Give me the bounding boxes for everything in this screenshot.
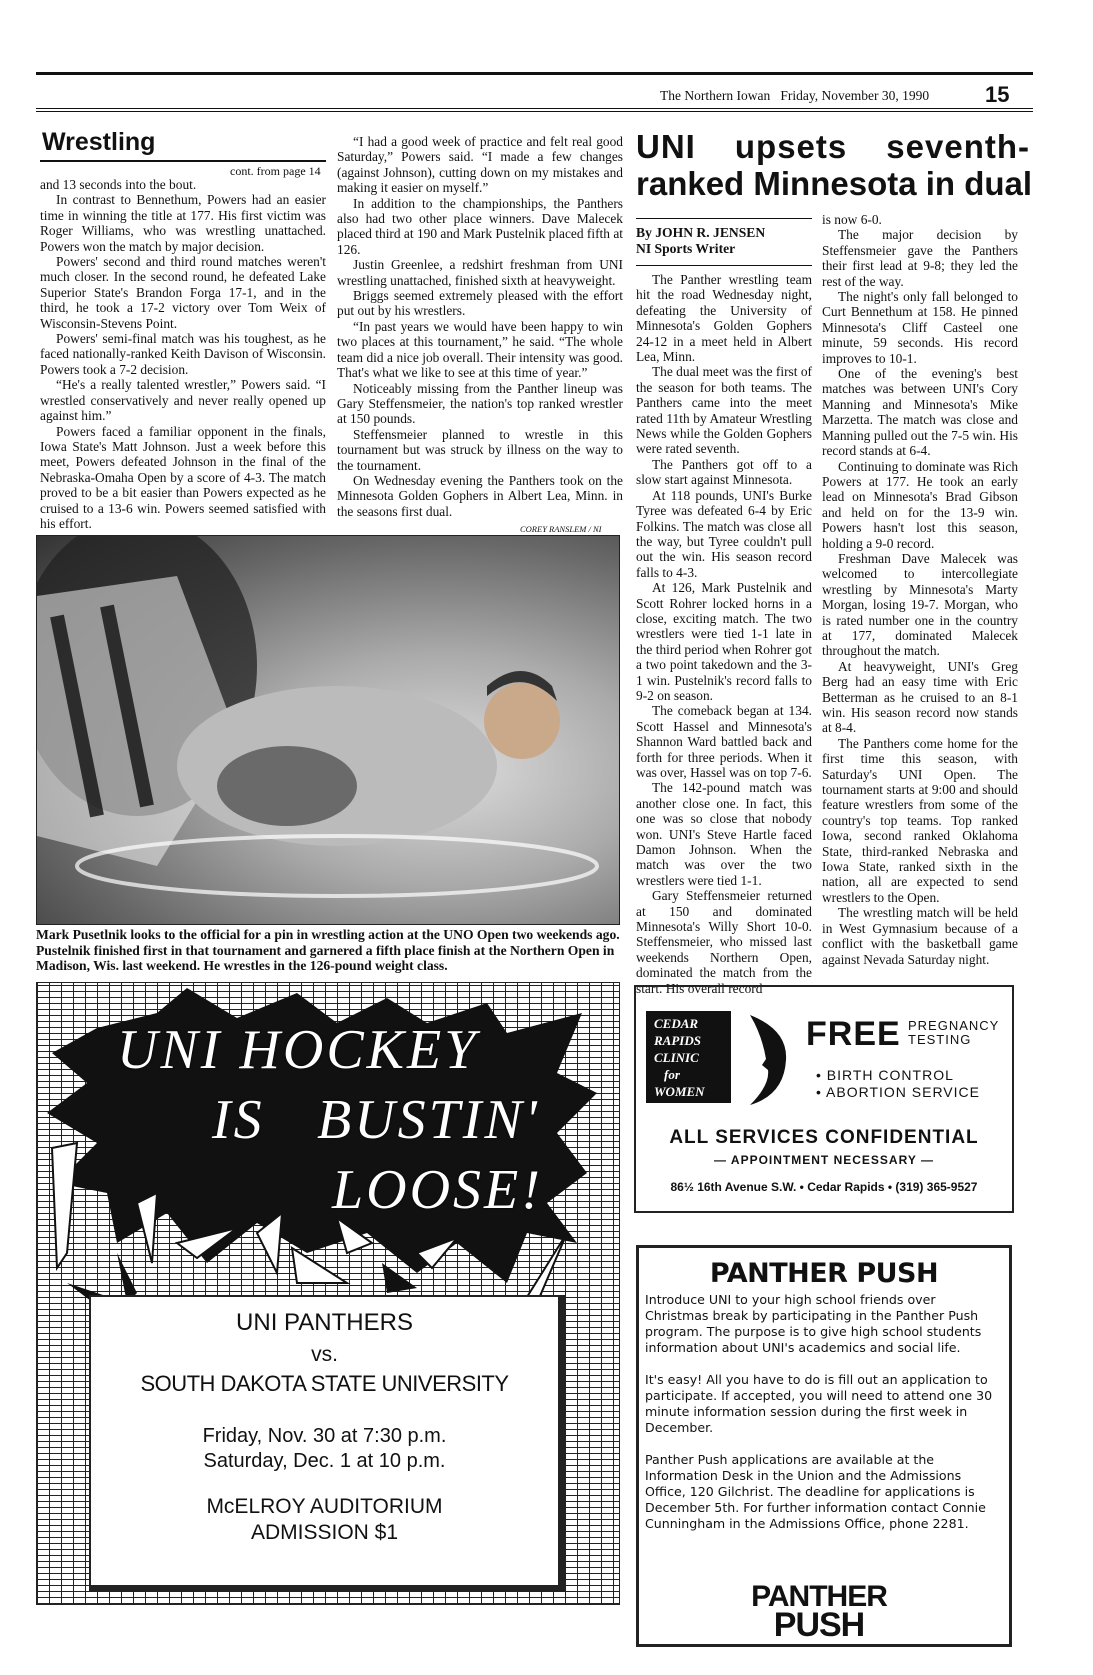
- paragraph: is now 6-0.: [822, 212, 882, 227]
- wrestlers-image: [37, 536, 620, 925]
- clinic-address: 86½ 16th Avenue S.W. • Cedar Rapids • (319) 365-9527: [670, 1180, 978, 1194]
- hockey-headline-2a: IS: [212, 1089, 265, 1151]
- paragraph: One of the evening's best matches was between UNI's Cory Manning and Minnesota's Mike Marzetta. The match was close and Manning pulled out the 7-5 win. His record stands at 6-4.: [822, 366, 1018, 459]
- appointment-label: — APPOINTMENT NECESSARY —: [714, 1153, 934, 1167]
- headline-line-1: UNI upsets seventh-: [636, 128, 1030, 165]
- game-info-box: [89, 1295, 565, 1591]
- paragraph: The Panthers come home for the first time this season, with Saturday's UNI Open. The tournament starts at 9:00 and should feature wrestlers from some of the country's top teams. Top ranked Iowa, second ranked Oklahoma State, third-ranked Nebraska and Iowa State, ranked sixth in the nation, all are expected to send wrestlers to the Open.: [822, 735, 1018, 905]
- game-date-1: Friday, Nov. 30 at 7:30 p.m.: [202, 1425, 447, 1447]
- page-number: 15: [985, 82, 1010, 107]
- service-abortion: • ABORTION SERVICE: [816, 1084, 980, 1100]
- header-rule-2: [36, 111, 1033, 112]
- admission: ADMISSION $1: [250, 1521, 399, 1544]
- paragraph: At 126, Mark Pustelnik and Scott Rohrer locked horns in a close, exciting match. The two wrestlers were tied 1-1 late in the third period when Rohrer got a two point takedown and the 3-1 win. Pustelnik's record falls to 9-2 on season.: [636, 580, 812, 703]
- paragraph: In contrast to Bennethum, Powers had an easier time in winning the title at 177. His first victim was Roger Williams, who was wrestling unattached. Powers won the match by major decision.: [40, 192, 326, 254]
- top-rule: [36, 72, 1033, 75]
- logo-push: PUSH: [773, 1606, 865, 1644]
- paragraph: The major decision by Steffensmeier gave the Panthers their first lead at 9-8; they led the rest of the way.: [822, 227, 1018, 289]
- clinic-ad: [634, 985, 1014, 1213]
- paragraph: Gary Steffensmeier returned at 150 and dominated Minnesota's Willy Short 10-0. Steffensmeier, who missed last weekends Northern Open, dominated the match from the start. His overall record: [636, 888, 812, 996]
- confidential-label: ALL SERVICES CONFIDENTIAL: [669, 1127, 979, 1148]
- paper-name: The Northern Iowan: [660, 88, 771, 103]
- headline: [636, 128, 1033, 202]
- paragraph: Powers' semi-final match was his toughest, as he faced nationally-ranked Keith Davison of Wisconsin. Powers took a 7-2 decision.: [40, 331, 326, 377]
- continued-from: cont. from page 14: [230, 164, 321, 178]
- service-birth-control: • BIRTH CONTROL: [816, 1067, 954, 1083]
- logo-word: CLINIC: [654, 1050, 699, 1065]
- paragraph: Powers faced a familiar opponent in the finals, Iowa State's Matt Johnson. Just a week before this meet, Powers defeated Johnson in the final of the Nebraska-Omaha Open by a score of 4-3. The match proved to be a bit easier than Powers expected as he cruised to a 13-6 win. Powers seemed satisfied with his effort.: [40, 423, 326, 531]
- venue: McELROY AUDITORIUM: [206, 1495, 443, 1518]
- byline-rule-bottom: [636, 265, 812, 266]
- paragraph: The night's only fall belonged to Curt Bennethum at 158. He pinned Minnesota's Cliff Casteel one minute, 59 seconds. His record improves to 10-1.: [822, 289, 1018, 366]
- upset-col-1: [636, 272, 812, 996]
- paragraph: The 142-pound match was another close one. In fact, this one was so close that nobody won. UNI's Steve Hartle faced Damon Johnson. When the match was over the two wrestlers were tied 1-1.: [636, 780, 812, 888]
- paragraph: Justin Greenlee, a redshirt freshman from UNI wrestling unattached, finished sixth at heavyweight.: [337, 257, 623, 288]
- hockey-headline-1: UNI HOCKEY: [117, 1019, 479, 1081]
- paragraph: The dual meet was the first of the season for both teams. The Panthers came into the meet rated 11th by Amateur Wrestling News while the Golden Gophers were rated seventh.: [636, 364, 812, 457]
- issue-date: Friday, November 30, 1990: [780, 88, 930, 103]
- paragraph: At 118 pounds, UNI's Burke Tyree was defeated 6-4 by Eric Folkins. The match was close all the way, but Tyree couldn't pull out the win. His season record falls to 4-3.: [636, 487, 812, 580]
- paragraph: “He's a really talented wrestler,” Powers said. “I wrestled conservatively and never really opened up against him.”: [40, 377, 326, 424]
- title-rule: [40, 160, 326, 162]
- pregnancy-line-1: PREGNANCY: [908, 1018, 1000, 1033]
- away-team: SOUTH DAKOTA STATE UNIVERSITY: [140, 1371, 509, 1396]
- header-rule: [36, 108, 1033, 109]
- paragraph: The Panther wrestling team hit the road Wednesday night, defeating the University of Minnesota's Golden Gophers 24-12 in a meet held in Albert Lea, Minn.: [636, 272, 812, 365]
- push-paragraph-3: Panther Push applications are available at the Information Desk in the Union and the Admissions Office, 120 Gilchrist. The deadline for applications is December 5th. For further information contact Connie Cunningham in the Admissions Office, phone 2281.: [645, 1452, 986, 1531]
- logo-word: RAPIDS: [654, 1033, 701, 1048]
- pregnancy-line-2: TESTING: [908, 1032, 972, 1047]
- wrestling-col-1: [40, 177, 326, 531]
- paragraph: On Wednesday evening the Panthers took on the Minnesota Golden Gophers in Albert Lea, Minn. in the seasons first dual.: [337, 472, 623, 519]
- push-paragraph-1: Introduce UNI to your high school friends over Christmas break by participating in the Panther Push program. The purpose is to give high school students information about UNI's academics and social life.: [645, 1292, 982, 1355]
- paragraph: The comeback began at 134. Scott Hassel and Minnesota's Shannon Ward battled back and forth for three periods. When it was over, Hassel was on top 7-6.: [636, 703, 812, 780]
- wrestling-title: Wrestling: [42, 128, 156, 156]
- wrestling-col-2: [337, 134, 623, 519]
- logo-word: for: [664, 1067, 680, 1082]
- byline-role: NI Sports Writer: [636, 240, 736, 256]
- paragraph: and 13 seconds into the bout.: [40, 177, 197, 192]
- headline-line-2: ranked Minnesota in dual: [636, 165, 1033, 202]
- logo-word: CEDAR: [654, 1016, 699, 1031]
- paragraph: Freshman Dave Malecek was welcomed to intercollegiate wrestling by Minnesota's Marty Morgan, losing 19-7. Morgan, who is rated number one in the country at 177, dominated Malecek throughout the match.: [822, 550, 1018, 659]
- game-date-2: Saturday, Dec. 1 at 10 p.m.: [203, 1450, 446, 1472]
- paragraph: Continuing to dominate was Rich Powers at 177. He took an early lead on Minnesota's Brad Gibson and held on for the 13-9 win. Powers hasn't lost this season, holding a 9-0 record.: [822, 458, 1019, 551]
- masthead-line: [660, 88, 929, 104]
- photo-caption: Mark Pusetlnik looks to the official for a pin in wrestling action at the UNO Open two weekends ago. Pustelnik finished first in that tournament and garnered a fifth place finish at the Northern Open in Madison, Wis. last weekend. He wrestles in the 126-pound weight class.: [36, 927, 620, 973]
- wrestling-photo: [36, 535, 620, 925]
- push-logo: [739, 1580, 899, 1644]
- byline: [636, 225, 765, 256]
- paragraph: The Panthers got off to a slow start against Minnesota.: [636, 456, 812, 488]
- upset-col-2: [822, 212, 1018, 967]
- pregnancy-label: [908, 1019, 999, 1047]
- logo-word: WOMEN: [654, 1084, 705, 1099]
- paragraph: The wrestling match will be held in West Gymnasium because of a conflict with the basketball game against Nevada Saturday night.: [822, 905, 1018, 967]
- byline-rule-top: [636, 218, 812, 219]
- hockey-headline-3: LOOSE!: [332, 1159, 543, 1221]
- paragraph: Briggs seemed extremely pleased with the effort put out by his wrestlers.: [337, 288, 623, 319]
- versus: vs.: [311, 1343, 338, 1366]
- hockey-headline-2b: BUSTIN': [317, 1089, 540, 1151]
- push-paragraph-2: It's easy! All you have to do is fill out an application to participate. If accepted, you will need to attend one 30 minute information session during the first week in December.: [645, 1372, 993, 1435]
- paragraph: Noticeably missing from the Panther lineup was Gary Steffensmeier, the nation's top ranked wrestler at 150 pounds.: [337, 380, 623, 427]
- panther-push-ad: [636, 1245, 1012, 1647]
- home-team: UNI PANTHERS: [236, 1309, 413, 1336]
- paragraph: At heavyweight, UNI's Greg Berg had an easy time with Eric Betterman as he cruised to an 8-1 win. His season record now stands at 8-4.: [822, 658, 1018, 736]
- push-title: PANTHER PUSH: [709, 1258, 939, 1289]
- paragraph: Powers' second and third round matches weren't much closer. In the second round, he defeated Lake Superior State's Brandon Forga 17-1, and in the third, he took a 17-2 victory over Tom Weix of Wisconsin-Stevens Point.: [40, 254, 326, 331]
- free-label: FREE: [806, 1015, 901, 1053]
- paragraph: Steffensmeier planned to wrestle in this tournament but was struck by illness on the way to the tournament.: [337, 426, 623, 473]
- hockey-ad: [36, 982, 620, 1605]
- woman-profile-icon: [748, 1015, 788, 1105]
- paragraph: In addition to the championships, the Panthers also had two other place winners. Dave Malecek placed third at 190 and Mark Pustelnik placed fifth at 126.: [337, 195, 623, 257]
- clinic-logo: [646, 1011, 731, 1103]
- byline-author: By JOHN R. JENSEN: [636, 225, 766, 240]
- paragraph: “In past years we would have been happy to win two places at this tournament,” he said. “The whole team did a nice job overall. Their intensity was good. That's what we like to see at this time of year.”: [337, 318, 623, 381]
- logo-panther: PANTHER: [751, 1580, 887, 1613]
- photo-credit: COREY RANSLEM / NI: [520, 524, 602, 534]
- paragraph: “I had a good week of practice and felt real good Saturday,” Powers said. “I made a few changes (against Johnson), cutting down on my mistakes and making it easier on myself.”: [337, 134, 623, 196]
